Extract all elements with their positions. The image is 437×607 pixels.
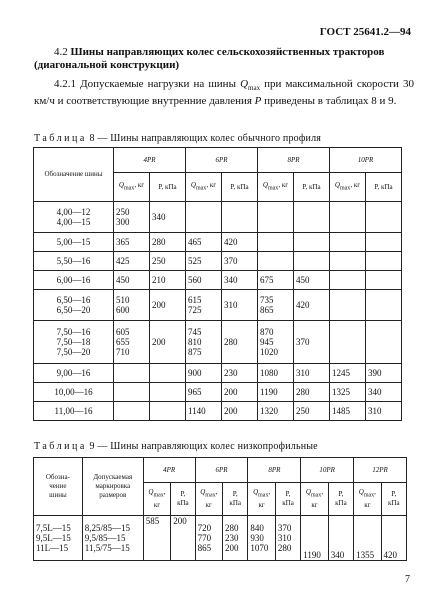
paragraph-number: 4.2.1 bbox=[54, 78, 76, 90]
table-row bbox=[34, 383, 402, 402]
table-cell: 200 bbox=[150, 290, 186, 321]
table-cell: 280 bbox=[150, 233, 186, 252]
designation-cell: 6,00—16 bbox=[34, 271, 114, 290]
q-max-subscript: max bbox=[123, 185, 135, 192]
table-cell: 1355 bbox=[354, 516, 381, 561]
designation-cell: 7,5L—15 9,5L—15 11L—15 bbox=[34, 516, 83, 561]
table-cell: 585 bbox=[143, 516, 170, 561]
table-cell: 340 bbox=[366, 383, 402, 402]
q-unit: , кг bbox=[206, 180, 217, 189]
p-label: P, кПа bbox=[230, 182, 249, 191]
q-max-subscript: max bbox=[363, 492, 375, 499]
q-unit: , кг bbox=[258, 488, 271, 509]
table-cell: 1245 bbox=[330, 364, 366, 383]
table-cell: 525 bbox=[186, 252, 222, 271]
table-cell: 310 bbox=[366, 402, 402, 421]
designation-cell: 5,00—15 bbox=[34, 233, 114, 252]
table8-p-header bbox=[150, 173, 186, 202]
table9-ply-group: 10PR bbox=[301, 458, 354, 483]
table8-p-header bbox=[366, 173, 402, 202]
designation-cell: 10,00—16 bbox=[34, 383, 114, 402]
table-cell: 250 bbox=[294, 402, 330, 421]
table9-p-header bbox=[381, 483, 406, 516]
table9-q-header bbox=[354, 483, 381, 516]
table-cell: 340 bbox=[328, 516, 353, 561]
q-max-symbol: Q bbox=[190, 180, 196, 189]
table8-caption bbox=[34, 133, 321, 144]
table-row bbox=[34, 202, 402, 233]
table-cell: 200 bbox=[150, 321, 186, 364]
table-cell bbox=[150, 402, 186, 421]
table-cell: 965 bbox=[186, 383, 222, 402]
table-row bbox=[34, 516, 407, 561]
table-cell bbox=[222, 202, 258, 233]
p-label: P, кПа bbox=[177, 490, 189, 507]
table-cell: 420 bbox=[294, 290, 330, 321]
table-cell: 465 bbox=[186, 233, 222, 252]
table-row bbox=[34, 271, 402, 290]
table8-q-header bbox=[186, 173, 222, 202]
section-title: Шины направляющих колес сельскохозяйственных тракторов (диагональной конструкции) bbox=[34, 46, 385, 71]
table9-caption bbox=[34, 441, 318, 452]
table-cell: 745 810 875 bbox=[186, 321, 222, 364]
table-cell: 390 bbox=[366, 364, 402, 383]
q-unit: , кг bbox=[205, 488, 218, 509]
q-max-subscript: max bbox=[195, 185, 207, 192]
table-cell bbox=[330, 202, 366, 233]
table-cell: 1140 bbox=[186, 402, 222, 421]
q-symbol: Q bbox=[240, 78, 249, 90]
q-max-symbol: Q bbox=[358, 488, 364, 497]
table8-ply-group: 6PR bbox=[186, 148, 258, 173]
table-cell: 200 bbox=[171, 516, 195, 561]
q-unit: , кг bbox=[134, 180, 145, 189]
q-unit: , кг bbox=[311, 488, 324, 509]
table8-col-designation: Обозначение шины bbox=[34, 148, 114, 202]
table8-ply-group: 10PR bbox=[330, 148, 402, 173]
table-cell bbox=[330, 290, 366, 321]
document-header: ГОСТ 25641.2—94 bbox=[319, 26, 411, 38]
q-max-symbol: Q bbox=[262, 180, 268, 189]
table-cell: 280 bbox=[294, 383, 330, 402]
table8-caption-word: Таблица bbox=[34, 133, 87, 144]
table-cell bbox=[366, 321, 402, 364]
q-unit: , кг bbox=[153, 488, 166, 509]
table-cell: 605 655 710 bbox=[114, 321, 150, 364]
table-cell: 450 bbox=[114, 271, 150, 290]
table9-q-header bbox=[143, 483, 170, 516]
table-cell: 615 725 bbox=[186, 290, 222, 321]
table9-header-row bbox=[34, 458, 407, 483]
table-cell: 340 bbox=[222, 271, 258, 290]
table-cell bbox=[294, 202, 330, 233]
table-cell bbox=[114, 364, 150, 383]
table9-ply-group: 6PR bbox=[195, 458, 248, 483]
q-max-symbol: Q bbox=[148, 488, 154, 497]
table-cell: 370 bbox=[294, 321, 330, 364]
table9-ply-group: 4PR bbox=[143, 458, 195, 483]
designation-cell: 7,50—16 7,50—18 7,50—20 bbox=[34, 321, 114, 364]
table9-caption-text: 9 — Шины направляющих колес низкопрофильные bbox=[89, 441, 318, 452]
table-cell: 230 bbox=[222, 364, 258, 383]
table-cell: 420 bbox=[222, 233, 258, 252]
table-row bbox=[34, 233, 402, 252]
p-label: P, кПа bbox=[158, 182, 177, 191]
q-unit: , кг bbox=[364, 488, 376, 509]
table9-q-header bbox=[195, 483, 222, 516]
table-cell: 1190 bbox=[301, 516, 328, 561]
table-cell: 735 865 bbox=[258, 290, 294, 321]
table9-q-header bbox=[301, 483, 328, 516]
table9-col-designation: Обозна- чение шины bbox=[34, 458, 83, 516]
q-max-symbol: Q bbox=[253, 488, 259, 497]
q-max-symbol: Q bbox=[200, 488, 206, 497]
table9-p-header bbox=[328, 483, 353, 516]
table-cell bbox=[114, 402, 150, 421]
p-label: P, кПа bbox=[387, 490, 400, 507]
table-cell: 1080 bbox=[258, 364, 294, 383]
table-cell: 210 bbox=[150, 271, 186, 290]
table-cell bbox=[150, 383, 186, 402]
table-cell: 870 945 1020 bbox=[258, 321, 294, 364]
table-8 bbox=[33, 147, 402, 421]
table-9 bbox=[33, 457, 407, 561]
q-max-subscript: max bbox=[339, 185, 351, 192]
p-label: P, кПа bbox=[282, 490, 294, 507]
p-label: P, кПа bbox=[302, 182, 321, 191]
p-label: P, кПа bbox=[335, 490, 347, 507]
table-cell: 1190 bbox=[258, 383, 294, 402]
table-cell: 840 930 1070 bbox=[248, 516, 275, 561]
page-number: 7 bbox=[405, 574, 410, 585]
table-cell bbox=[186, 202, 222, 233]
table-cell: 310 bbox=[222, 290, 258, 321]
paragraph bbox=[34, 78, 414, 108]
table-cell: 1325 bbox=[330, 383, 366, 402]
table-cell: 200 bbox=[222, 383, 258, 402]
table9-ply-group: 12PR bbox=[354, 458, 407, 483]
q-subscript: max bbox=[248, 84, 261, 93]
table-cell: 365 bbox=[114, 233, 150, 252]
table-cell: 420 bbox=[381, 516, 406, 561]
table-cell: 310 bbox=[294, 364, 330, 383]
designation-cell: 8,25/85—15 9,5/85—15 11,5/75—15 bbox=[82, 516, 143, 561]
table-cell bbox=[114, 383, 150, 402]
table-cell bbox=[294, 252, 330, 271]
q-max-subscript: max bbox=[258, 492, 269, 499]
table8-ply-group: 4PR bbox=[114, 148, 186, 173]
table-cell bbox=[330, 233, 366, 252]
table-cell: 1320 bbox=[258, 402, 294, 421]
table-cell bbox=[330, 321, 366, 364]
designation-cell: 6,50—16 6,50—20 bbox=[34, 290, 114, 321]
table9-p-header bbox=[171, 483, 195, 516]
table-row bbox=[34, 321, 402, 364]
q-unit: , кг bbox=[278, 180, 289, 189]
paragraph-text-middle: при максимальной скорости 30 км/ч и соответствующие внутренние давления bbox=[34, 78, 415, 108]
q-unit: , кг bbox=[350, 180, 361, 189]
table-cell: 280 230 200 bbox=[223, 516, 248, 561]
table-cell: 425 bbox=[114, 252, 150, 271]
designation-cell: 9,00—16 bbox=[34, 364, 114, 383]
table-cell bbox=[258, 233, 294, 252]
table-cell bbox=[366, 202, 402, 233]
p-label: P, кПа bbox=[374, 182, 393, 191]
table8-q-header bbox=[330, 173, 366, 202]
q-max-symbol: Q bbox=[334, 180, 340, 189]
table8-caption-text: 8 — Шины направляющих колес обычного профиля bbox=[89, 133, 322, 144]
table-cell: 720 770 865 bbox=[195, 516, 222, 561]
table-cell: 280 bbox=[222, 321, 258, 364]
table-cell: 250 300 bbox=[114, 202, 150, 233]
designation-cell: 4,00—12 4,00—15 bbox=[34, 202, 114, 233]
table-cell: 340 bbox=[150, 202, 186, 233]
table8-ply-group: 8PR bbox=[258, 148, 330, 173]
table-cell: 560 bbox=[186, 271, 222, 290]
table-cell bbox=[330, 271, 366, 290]
table-row bbox=[34, 290, 402, 321]
table-cell bbox=[366, 252, 402, 271]
table-cell bbox=[366, 233, 402, 252]
table9-col-marking: Допускаемая маркировка размеров bbox=[82, 458, 143, 516]
table-cell: 450 bbox=[294, 271, 330, 290]
paragraph-text-before: Допускаемые нагрузки на шины bbox=[80, 78, 241, 90]
table9-p-header bbox=[275, 483, 300, 516]
table8-q-header bbox=[114, 173, 150, 202]
table-cell bbox=[294, 233, 330, 252]
table-cell bbox=[258, 202, 294, 233]
table-cell: 250 bbox=[150, 252, 186, 271]
q-max-symbol: Q bbox=[305, 488, 311, 497]
paragraph-text-after: приведены в таблицах 8 и 9. bbox=[261, 95, 397, 108]
section-number: 4.2 bbox=[54, 46, 68, 58]
designation-cell: 11,00—16 bbox=[34, 402, 114, 421]
table-cell bbox=[366, 271, 402, 290]
table-cell: 200 bbox=[222, 402, 258, 421]
table9-q-header bbox=[248, 483, 275, 516]
table8-p-header bbox=[222, 173, 258, 202]
table-cell bbox=[150, 364, 186, 383]
table8-header-row bbox=[34, 148, 402, 173]
designation-cell: 5,50—16 bbox=[34, 252, 114, 271]
table-row bbox=[34, 252, 402, 271]
p-symbol: P bbox=[254, 95, 262, 108]
table9-caption-word: Таблица bbox=[34, 441, 87, 452]
table-cell: 370 bbox=[222, 252, 258, 271]
q-max-subscript: max bbox=[205, 492, 216, 499]
q-max-symbol: Q bbox=[118, 180, 124, 189]
table-cell bbox=[330, 252, 366, 271]
table-cell bbox=[366, 290, 402, 321]
table-cell: 1485 bbox=[330, 402, 366, 421]
table9-p-header bbox=[223, 483, 248, 516]
table-row bbox=[34, 402, 402, 421]
table8-q-header bbox=[258, 173, 294, 202]
q-max-subscript: max bbox=[153, 492, 164, 499]
p-label: P, кПа bbox=[229, 490, 241, 507]
table-cell: 900 bbox=[186, 364, 222, 383]
table-cell: 675 bbox=[258, 271, 294, 290]
q-max-subscript: max bbox=[310, 492, 322, 499]
table-cell bbox=[258, 252, 294, 271]
table-cell: 510 600 bbox=[114, 290, 150, 321]
section-heading bbox=[34, 46, 414, 72]
table9-ply-group: 8PR bbox=[248, 458, 301, 483]
table8-p-header bbox=[294, 173, 330, 202]
table-cell: 370 310 280 bbox=[275, 516, 300, 561]
table-row bbox=[34, 364, 402, 383]
q-max-subscript: max bbox=[267, 185, 279, 192]
